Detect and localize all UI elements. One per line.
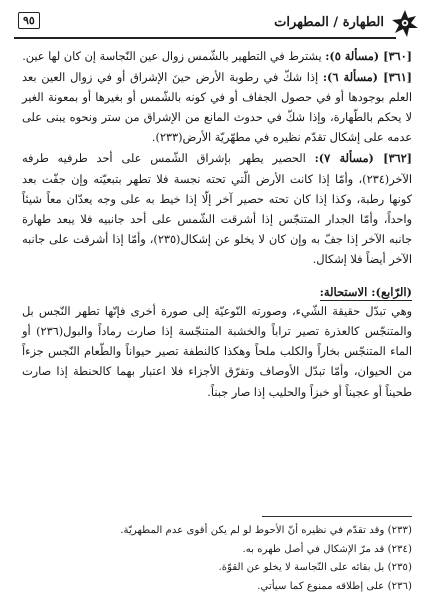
footnote: (٢٣٥) بل بقائه على النّجاسة لا يخلو عن القوّة.	[218, 562, 412, 573]
main-text	[22, 46, 412, 403]
issue-label: [٣٦٢] (مسألة ٧):	[314, 151, 412, 166]
issue-label: [٣٦١] (مسألة ٦):	[322, 70, 412, 85]
issue-text: الحصير يطهر بإشراق الشّمس على أحد طرفيه طرفه الآخر(٢٣٤)، وأمّا إذا كانت الأرض الّتي تحته نجسة فلا تطهر بتبعيّته وإن جفّت بعد كونها رطبة، وكذا إذا كان تحته حصير آخر إلّا إذا خيط به على وجه يعدّان معاً شيئاً واحداً، وأمّا الجدار المتنجّس إذا أشرقت الشّمس على أحد جانبيه فلا يبعد طهارة جانبه الآخر إذا جفّ به وإن كان لا يخلو عن إشكال(٢٣٥)، وأمّا إذا أشرقت على جانبه الآخر أيضاً فلا إشكال.	[22, 152, 412, 266]
footnote-divider	[262, 516, 412, 517]
section-heading	[22, 282, 412, 302]
issue-paragraph	[22, 46, 412, 67]
page-header	[14, 8, 420, 46]
footnote: (٢٣٦) على إطلاقه ممنوع كما سيأتي.	[257, 580, 412, 592]
issue-text: يشترط في التطهير بالشّمس زوال عين النّجاسة إن كان لها عين.	[22, 50, 326, 63]
section-paragraph: وهي تبدّل حقيقة الشّيء، وصورته النّوعيّة إلى صورة أخرى فإنّها تطهر النّجس بل والمتنجّس كالعذرة تصير تراباً والخشبة المتنجّسة إذا صارت رماداً والبول(٢٣٦) أو الماء المتنجّس بخاراً والكلب ملحاً وهكذا كالنطفة تصير حيواناً والطّعام النّجس جزءاً من الحيوان، وأمّا تبدّل الأوصاف وتفرّق الأجزاء فلا اعتبار بهما كالحنطة إذا صارت طحيناً أو عجيناً أو خبزاً والحليب إذا صار جبناً.	[22, 305, 413, 399]
header-title: الطهارة / المطهرات	[274, 15, 384, 30]
footnotes	[22, 522, 412, 596]
footnote: (٢٣٣) وقد تقدّم في نظيره أنّ الأحوط لو لم يكن أقوى عدم المطهريّة.	[120, 525, 412, 536]
header-divider	[14, 37, 396, 39]
issue-paragraph	[22, 148, 412, 270]
page-number: ٩٥	[18, 12, 40, 29]
issue-label: [٣٦٠] (مسألة ٥):	[325, 49, 412, 63]
issue-paragraph	[22, 67, 412, 148]
section-heading-text: (الرّابع): الاستحالة:	[319, 285, 412, 300]
footnote: (٢٣٤) قد مرّ الإشكال في أصل طهره به.	[242, 543, 412, 555]
issue-text: إذا شكّ في رطوبة الأرض حينَ الإشراق أو في زوال العين بعد العلم بوجودها أو في حصول الجفاف أو في كونه بالشّمس أو بغيرها أو بمعونة الغير لا يحكم بالطّهارة، وإذا شكّ في حدوث المانع من الإشراق من ستر ونحوه يبنى على عدمه على إشكال تقدّم نظيره في مطهّريّة الأرض(٢٣٣).	[22, 71, 412, 145]
